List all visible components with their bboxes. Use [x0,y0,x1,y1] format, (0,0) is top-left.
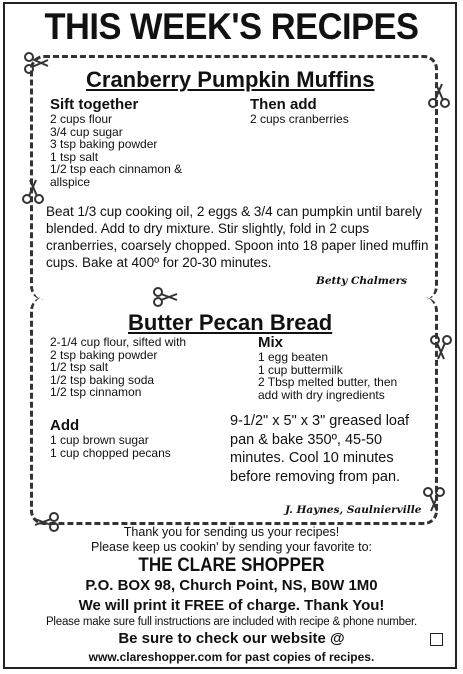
muffin-dry-ingredients [50,113,182,189]
ingredient-line: 1 egg beaten [258,350,329,364]
ingredient-line: 1/2 tsp cinnamon [50,385,142,400]
bread-add-ingredients [50,434,171,459]
ingredient-line: 1 tsp salt [50,149,99,164]
muffin-instructions: Beat 1/3 cup cooking oil, 2 eggs & 3/4 can pumpkin until barely blended. Add to dry mixture. Stir slightly, fold in 2 cups cranberries, coarsely chopped. Spoon into 18 paper lined muffin cups. Bake at 400º for 20-30 minutes. [46,204,429,270]
scissors-icon [428,82,450,108]
bread-dry-ingredients [50,336,186,399]
ingredient-line: 1 cup chopped pecans [50,445,171,460]
shopper-name: THE CLARE SHOPPER [138,555,325,576]
sift-together-heading: Sift together [50,96,139,113]
then-add-heading: Then add [250,96,317,113]
instructions-note: Please make sure full instructions are included with recipe & phone number. [45,616,418,628]
shopper-address: P.O. BOX 98, Church Point, NS, B0W 1M0 [85,577,378,594]
checkbox-icon[interactable] [430,633,443,646]
ingredient-line: allspice [50,174,91,189]
bread-instructions: 9-1/2" x 5" x 3" greased loaf pan & bake 350º, 45-50 minutes. Cool 10 minutes before removing from pan. [230,413,410,485]
ingredient-line: 1/2 tsp each cinnamon & [50,162,183,177]
footer-thanks: Thank you for sending us your recipes! [123,525,340,539]
ingredient-line: 2 cups cranberries [250,112,349,126]
ingredient-line: 3 tsp baking powder [50,137,158,152]
bread-author: J. Haynes, Saulnierville [285,504,422,516]
website-line: Be sure to check our website @ [118,630,345,647]
muffin-author: Betty Chalmers [316,275,408,287]
ingredient-line: 2 tsp baking powder [50,347,158,362]
ingredient-line: 2-1/4 cup flour, sifted with [50,335,187,349]
mix-heading: Mix [258,334,284,351]
scissors-icon [423,487,445,513]
print-free-note: We will print it FREE of charge. Thank You! [78,597,385,614]
recipe-title-bread: Butter Pecan Bread [128,310,333,335]
footer-keep-cookin: Please keep us cookin' by sending your favorite to: [90,540,373,554]
ingredient-line: 1/2 tsp baking soda [50,372,155,387]
scissors-icon [24,52,50,74]
ingredient-line: add with dry ingredients [258,387,385,402]
scissors-icon [430,335,452,361]
ingredient-line: 3/4 cup sugar [50,124,123,139]
muffin-add-ingredients [250,113,349,126]
ingredient-line: 1 cup brown sugar [50,433,149,447]
recipe-title-muffins: Cranberry Pumpkin Muffins [86,67,375,92]
add-heading: Add [50,417,80,434]
scissors-icon [22,178,44,204]
ingredient-line: 1/2 tsp salt [50,360,109,375]
page-title: THIS WEEK'S RECIPES [44,6,419,47]
ingredient-line: 1 cup buttermilk [258,362,343,377]
ingredient-line: 2 Tbsp melted butter, then [258,375,398,390]
website-url-line: www.clareshopper.com for past copies of recipes. [88,650,375,664]
ingredient-line: 2 cups flour [50,112,113,126]
scissors-icon [153,287,179,307]
bread-mix-ingredients [258,351,397,401]
